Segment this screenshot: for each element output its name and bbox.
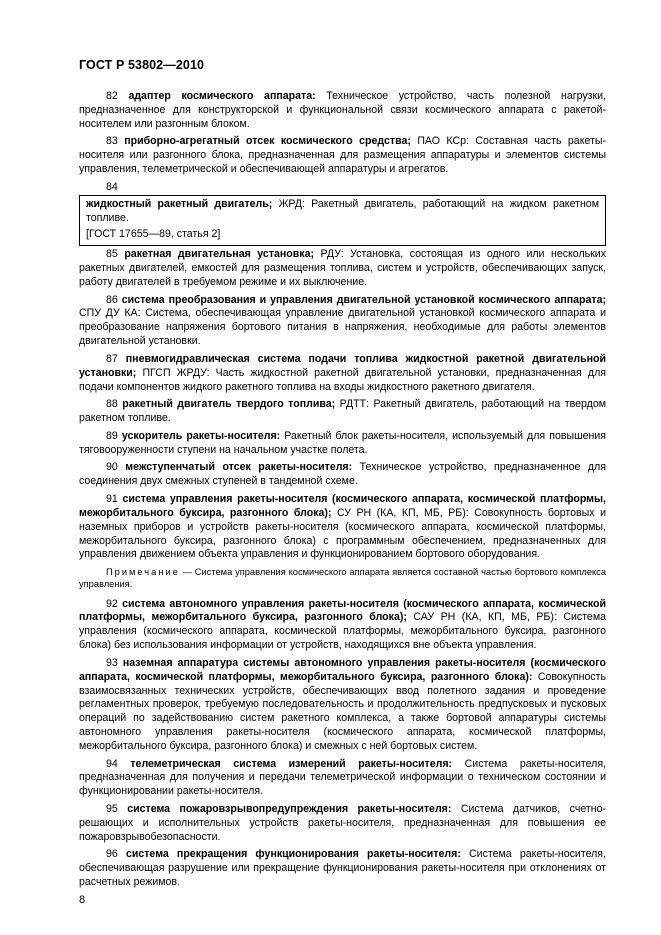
term-entry: 90 межступенчатый отсек ракеты-носителя: Техническое устройство, предназначенное для соединения двух смежных ступеней в тандемной схеме. xyxy=(79,461,606,488)
term: система прекращения функционирования ракеты-носителя: xyxy=(125,848,461,861)
note-label: Примечание xyxy=(106,567,180,578)
term: система управления ракеты-носителя (космического аппарата, космической платформы, межорбитального буксира, разгонного блока); xyxy=(79,493,606,519)
term: ускоритель ракеты-носителя: xyxy=(121,429,281,442)
note xyxy=(79,566,606,590)
term: телеметрическая система измерений ракеты-носителя: xyxy=(130,757,453,770)
term-entry: 96 система прекращения функционирования ракеты-носителя: Система ракеты-носителя, обеспечивающая разрушение или прекращение функционирования ракеты-носителя при отклонениях от расчетных режимов. xyxy=(79,848,606,889)
term: ракетная двигательная установка; xyxy=(124,248,315,261)
term-entry: 85 ракетная двигательная установка; РДУ: Установка, состоящая из одного или нескольких ракетных двигателей, емкостей для размещения топлива, систем и устройств, обеспечивающих запуск, работу двигателей в требуемом режиме и их выключение. xyxy=(79,248,606,288)
definition: Система датчиков, счетно-решающих и исполнительных устройств ракеты-носителя, предназначенная для повышения ее пожаровзрывобезопасности. xyxy=(79,803,606,843)
definition: СУ РН (КА, КП, МБ, РБ): Совокупность бортовых и наземных приборов и устройств ракеты-носителя (космического аппарата, космической платформы, межорбитального буксира, разгонного блока) с программным обеспечением, предназначенных для управления движением объекта управления и функционированием бортового оборудования. xyxy=(79,506,606,561)
definition: ПГСП ЖРДУ: Часть жидкостной ракетной двигательной установки, предназначенная для подачи компонентов жидкого ракетного топлива на входы жидкостного ракетного двигателя. xyxy=(79,366,606,393)
definition: Техническое устройство, часть полезной нагрузки, предназначенное для конструкторской и функциональной связи космического аппарата с ракетой-носителем или разгонным блоком. xyxy=(79,90,607,130)
page-number: 8 xyxy=(79,894,86,906)
definition: ПАО КСр: Составная часть ракеты-носителя или разгонного блока, предназначенная для размещения аппаратуры и элементов системы управления, телеметрической и обеспечивающей аппаратуры и агрегатов. xyxy=(79,135,606,176)
term: система преобразования и управления двигательной установкой космического аппарата; xyxy=(121,293,606,306)
term: жидкостный ракетный двигатель; xyxy=(86,197,273,210)
boxed-term-entry xyxy=(79,195,606,247)
term-entry: 92 система автономного управления ракеты-носителя (космического аппарата, космической платформы, межорбитального буксира, разгонного блока); САУ РН (КА, КП, МБ, РБ): Система управления (космического аппарата, космической платформы, межорбитального буксира, разгонного блока) без использования информации от устройств, находящихся вне объекта управления. xyxy=(79,597,606,652)
term-entry: 82 адаптер космического аппарата: Техническое устройство, часть полезной нагрузки, предназначенное для конструкторской и функциональной связи космического аппарата с ракетой-носителем или разгонным блоком. xyxy=(79,90,607,130)
term: адаптер космического аппарата: xyxy=(128,90,316,102)
term-entry: 83 приборно-агрегатный отсек космического средства; ПАО КСр: Составная часть ракеты-носителя или разгонного блока, предназначенная для размещения аппаратуры и элементов системы управления, телеметрической и обеспечивающей аппаратуры и агрегатов. xyxy=(79,135,606,176)
definition: САУ РН (КА, КП, МБ, РБ): Система управления (космического аппарата, космической платформы, межорбитального буксира, разгонного блока) без использования информации от устройств, находящихся вне объекта управления. xyxy=(79,611,606,652)
definition: ЖРД: Ракетный двигатель, работающий на жидком ракетном топливе. xyxy=(86,197,599,224)
term-entry: 91 система управления ракеты-носителя (космического аппарата, космической платформы, межорбитального буксира, разгонного блока); СУ РН (КА, КП, МБ, РБ): Совокупность бортовых и наземных приборов и устройств ракеты-носителя (космического аппарата, космической платформы, межорбитального буксира, разгонного блока) с программным обеспечением, предназначенных для управления движением объекта управления и функционированием бортового оборудования. xyxy=(79,493,606,561)
term: ракетный двигатель твердого топлива; xyxy=(122,398,336,411)
note-text: — Система управления космического аппарата является составной частью бортового комплекса управления. xyxy=(79,567,606,590)
definition: Система ракеты-носителя, предназначенная для получения и передачи телеметрической информации о техническом состоянии и функционировании ракеты-носителя. xyxy=(79,757,607,798)
term: наземная аппаратура системы автономного управления ракеты-носителя (космического аппарата, космической платформы, межорбитального буксира, разгонного блока): xyxy=(79,656,606,683)
term-number: 84 xyxy=(106,180,118,193)
term: система пожаровзрывопредупреждения ракеты-носителя: xyxy=(127,803,452,816)
definition: Система ракеты-носителя, обеспечивающая разрушение или прекращение функционирования ракеты-носителя при отклонениях от расчетных режимов. xyxy=(79,848,606,889)
term: пневмогидравлическая система подачи топлива жидкостной ракетной двигательной установки; xyxy=(79,352,606,379)
term-entry: 89 ускоритель ракеты-носителя: Ракетный блок ракеты-носителя, используемый для повышения тяговооруженности ступени на начальном участке полета. xyxy=(79,429,606,456)
term: система автономного управления ракеты-носителя (космического аппарата, космической платформы, межорбитального буксира, разгонного блока); xyxy=(79,597,606,624)
term-entry: 86 система преобразования и управления двигательной установкой космического аппарата; СПУ ДУ КА: Система, обеспечивающая управление двигательной установкой космического аппарата и преобразование напряжения бортового питания в напряжения, необходимые для работы элементов двигательной установки. xyxy=(79,293,606,348)
term: приборно-агрегатный отсек космического средства; xyxy=(124,135,411,148)
definition: РДТТ: Ракетный двигатель, работающий на твердом ракетном топливе. xyxy=(79,398,606,425)
document-body xyxy=(79,90,606,894)
definition: Техническое устройство, предназначенное для соединения двух смежных ступеней в тандемной схеме. xyxy=(79,461,606,488)
definition: РДУ: Установка, состоящая из одного или нескольких ракетных двигателей, емкостей для размещения топлива, систем и устройств, обеспечивающих запуск, работу двигателей в требуемом режиме и их выключение. xyxy=(79,248,606,288)
term: межступенчатый отсек ракеты-носителя: xyxy=(125,461,353,474)
term-entry: 95 система пожаровзрывопредупреждения ракеты-носителя: Система датчиков, счетно-решающих и исполнительных устройств ракеты-носителя, предназначенная для повышения ее пожаровзрывобезопасности. xyxy=(79,803,606,843)
source-reference: [ГОСТ 17655—89, статья 2] xyxy=(86,228,221,241)
definition: Ракетный блок ракеты-носителя, используемый для повышения тяговооруженности ступени на начальном участке полета. xyxy=(79,429,606,456)
definition: СПУ ДУ КА: Система, обеспечивающая управление двигательной установкой космического аппарата и преобразование напряжения бортового питания в напряжения, необходимые для работы элементов двигательной установки. xyxy=(79,307,606,348)
term-entry: 87 пневмогидравлическая система подачи топлива жидкостной ракетной двигательной установки; ПГСП ЖРДУ: Часть жидкостной ракетной двигательной установки, предназначенная для подачи компонентов жидкого ракетного топлива на входы жидкостного ракетного двигателя. xyxy=(79,352,606,393)
term-entry: 93 наземная аппаратура системы автономного управления ракеты-носителя (космического аппарата, космической платформы, межорбитального буксира, разгонного блока): Совокупность взаимосвязанных технических устройств, обеспечивающих ввод полетного задания и проведение регламентных проверок, требуемую последовательность и продолжительность предпусковых и пусковых операций по задействованию систем ракетного комплекса, а также бортовой аппаратуры системы автономного управления ракеты-носителя (космического аппарата, космической платформы, межорбитального буксира, разгонного блока) и смежных с ней бортовых систем. xyxy=(79,656,606,752)
definition: Совокупность взаимосвязанных технических устройств, обеспечивающих ввод полетного задания и проведение регламентных проверок, требуемую последовательность и продолжительность предпусковых и пусковых операций по задействованию систем ракетного комплекса, а также бортовой аппаратуры системы автономного управления ракеты-носителя (космического аппарата, космической платформы, межорбитального буксира, разгонного блока) и смежных с ней бортовых систем. xyxy=(79,670,606,752)
term-entry: 88 ракетный двигатель твердого топлива; РДТТ: Ракетный двигатель, работающий на твердом ракетном топливе. xyxy=(79,398,606,425)
term-entry: 94 телеметрическая система измерений ракеты-носителя: Система ракеты-носителя, предназначенная для получения и передачи телеметрической информации о техническом состоянии и функционировании ракеты-носителя. xyxy=(79,757,607,798)
document-header: ГОСТ Р 53802—2010 xyxy=(79,58,205,72)
